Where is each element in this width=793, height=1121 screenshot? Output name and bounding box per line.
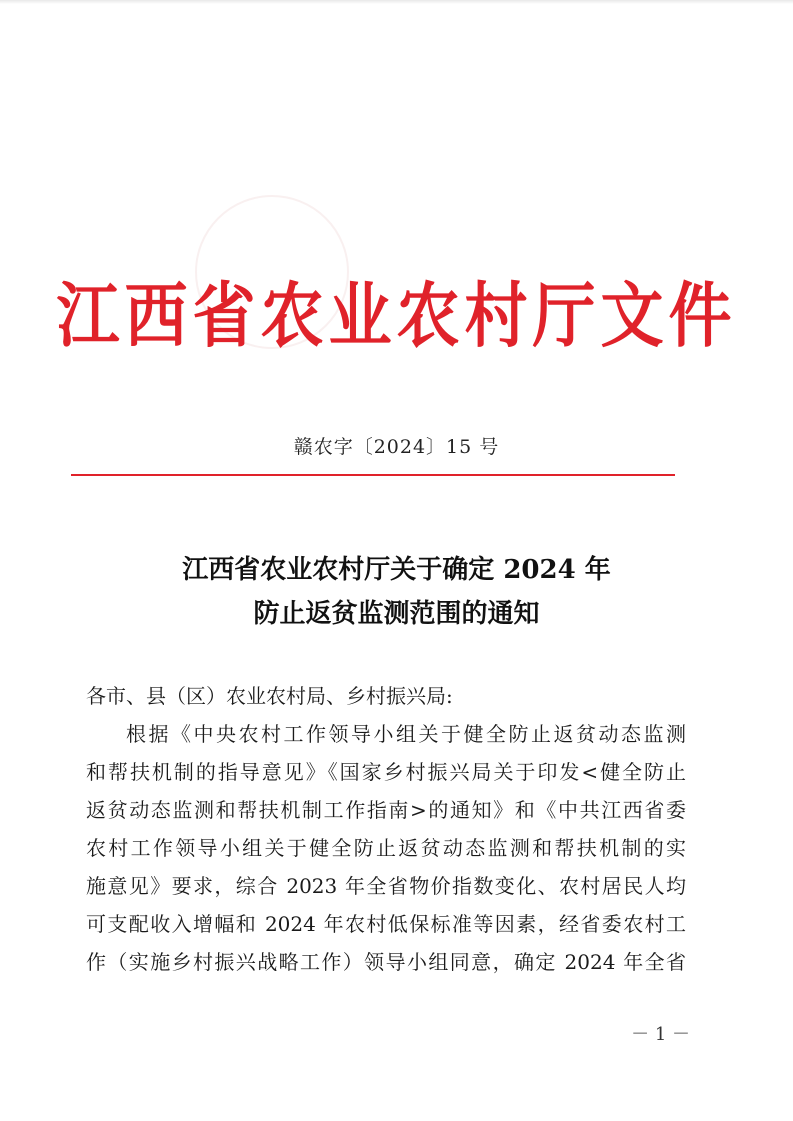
- body-paragraph: [86, 715, 686, 981]
- page-number: － 1 －: [631, 1024, 690, 1045]
- red-divider-line: [71, 474, 675, 476]
- notice-title-line-1: 江西省农业农村厅关于确定 2024 年: [182, 555, 611, 585]
- body-line: 可支配收入增幅和 2024 年农村低保标准等因素，经省委农村工: [86, 912, 686, 936]
- notice-title-line-2: 防止返贫监测范围的通知: [253, 599, 540, 629]
- addressee-line: 各市、县（区）农业农村局、乡村振兴局:: [86, 684, 453, 708]
- body-line: 和帮扶机制的指导意见》《国家乡村振兴局关于印发<健全防止: [86, 760, 686, 784]
- body-line: 根据《中央农村工作领导小组关于健全防止返贫动态监测: [126, 722, 686, 746]
- body-line: 农村工作领导小组关于健全防止返贫动态监测和帮扶机制的实: [86, 836, 686, 860]
- notice-title: [0, 548, 793, 636]
- body-line: 返贫动态监测和帮扶机制工作指南>的通知》和《中共江西省委: [86, 798, 686, 822]
- body-line: 施意见》要求，综合 2023 年全省物价指数变化、农村居民人均: [86, 874, 686, 898]
- scan-edge: [0, 0, 793, 4]
- agency-header-title: 江西省农业农村厅文件: [56, 274, 737, 357]
- document-number: 赣农字〔2024〕15 号: [293, 436, 500, 458]
- body-line: 作（实施乡村振兴战略工作）领导小组同意，确定 2024 年全省: [86, 950, 686, 974]
